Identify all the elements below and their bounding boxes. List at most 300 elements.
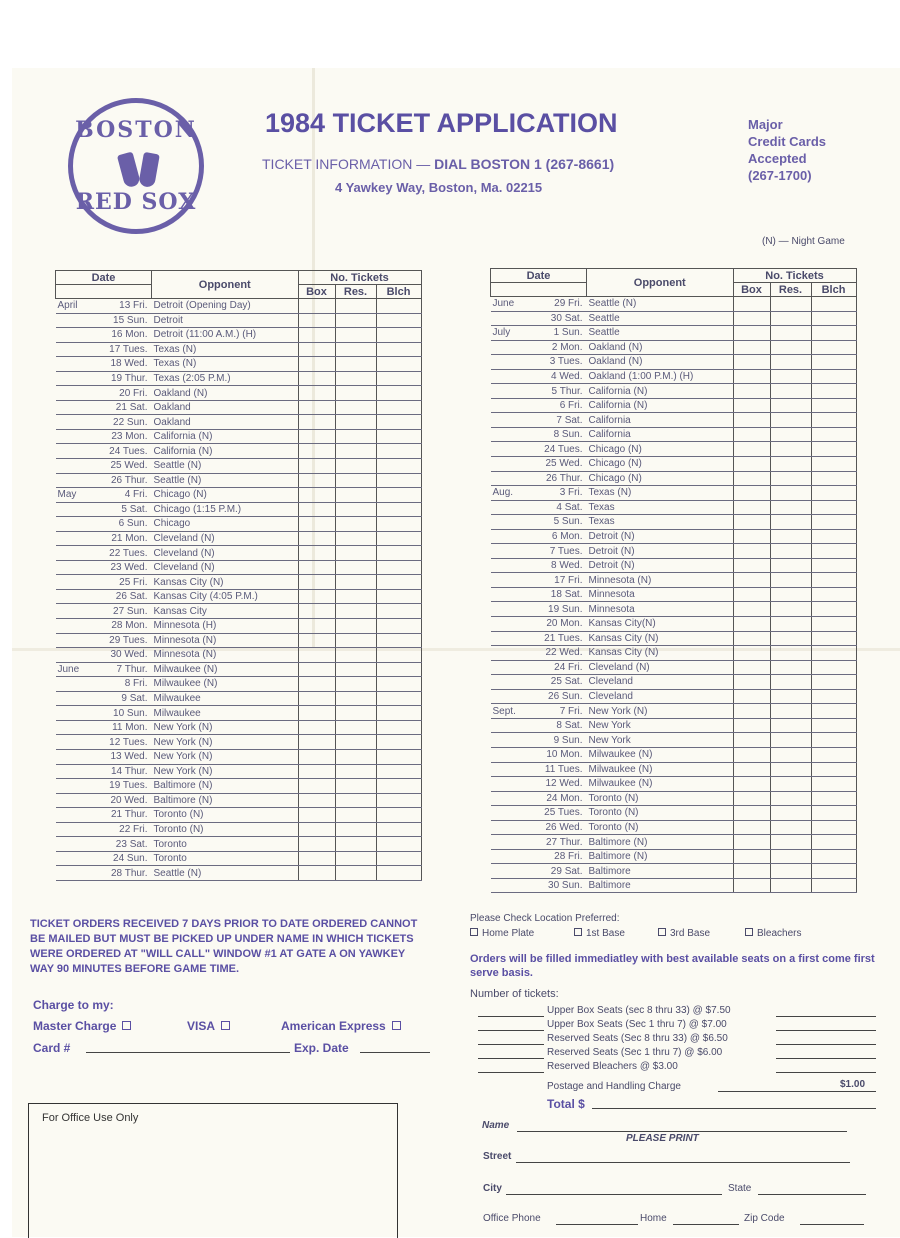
- blch-count-cell[interactable]: [376, 662, 421, 677]
- box-count-cell[interactable]: [298, 822, 335, 837]
- blch-count-cell[interactable]: [811, 529, 856, 544]
- blch-count-cell[interactable]: [811, 617, 856, 632]
- box-count-cell[interactable]: [733, 500, 770, 515]
- res-count-cell[interactable]: [335, 749, 376, 764]
- blch-count-cell[interactable]: [811, 384, 856, 399]
- box-count-cell[interactable]: [298, 459, 335, 474]
- box-count-cell[interactable]: [733, 427, 770, 442]
- blch-count-cell[interactable]: [376, 822, 421, 837]
- seat-option: Reserved Bleachers @ $3.00: [547, 1061, 678, 1072]
- amex-option[interactable]: [281, 1019, 401, 1033]
- box-count-cell[interactable]: [298, 502, 335, 517]
- res-count-cell[interactable]: [770, 427, 811, 442]
- blch-count-cell[interactable]: [811, 573, 856, 588]
- blch-count-cell[interactable]: [376, 444, 421, 459]
- res-count-cell[interactable]: [335, 822, 376, 837]
- res-count-cell[interactable]: [335, 313, 376, 328]
- box-count-cell[interactable]: [298, 619, 335, 634]
- box-count-cell[interactable]: [733, 704, 770, 719]
- game-opponent: Seattle: [587, 311, 734, 326]
- res-count-cell[interactable]: [335, 459, 376, 474]
- blch-count-cell[interactable]: [376, 531, 421, 546]
- box-count-cell[interactable]: [298, 662, 335, 677]
- box-count-cell[interactable]: [733, 457, 770, 472]
- visa-option[interactable]: [187, 1019, 230, 1033]
- res-count-cell[interactable]: [335, 619, 376, 634]
- box-count-cell[interactable]: [733, 384, 770, 399]
- res-count-cell[interactable]: [770, 675, 811, 690]
- blch-count-cell[interactable]: [376, 619, 421, 634]
- box-count-cell[interactable]: [733, 602, 770, 617]
- res-count-cell[interactable]: [770, 384, 811, 399]
- box-count-cell[interactable]: [298, 720, 335, 735]
- blch-count-cell[interactable]: [376, 691, 421, 706]
- box-count-cell[interactable]: [298, 691, 335, 706]
- location-third-base[interactable]: [658, 928, 710, 939]
- blch-count-cell[interactable]: [811, 660, 856, 675]
- box-count-cell[interactable]: [298, 342, 335, 357]
- res-count-cell[interactable]: [335, 357, 376, 372]
- blch-count-cell[interactable]: [376, 808, 421, 823]
- game-month: Sept.: [491, 704, 531, 719]
- blch-count-cell[interactable]: [376, 735, 421, 750]
- box-count-cell[interactable]: [298, 764, 335, 779]
- seat-amount-field[interactable]: [776, 1016, 876, 1017]
- blch-count-cell[interactable]: [376, 459, 421, 474]
- blch-count-cell[interactable]: [811, 486, 856, 501]
- checkbox-icon[interactable]: [658, 928, 666, 936]
- street-field[interactable]: [516, 1162, 850, 1163]
- box-count-cell[interactable]: [733, 791, 770, 806]
- blch-count-cell[interactable]: [811, 427, 856, 442]
- res-count-cell[interactable]: [335, 386, 376, 401]
- blch-count-cell[interactable]: [811, 544, 856, 559]
- box-count-cell[interactable]: [298, 866, 335, 881]
- blch-count-cell[interactable]: [811, 718, 856, 733]
- table-row: [56, 764, 422, 779]
- blch-count-cell[interactable]: [376, 633, 421, 648]
- total-field[interactable]: [592, 1108, 876, 1109]
- res-count-cell[interactable]: [335, 866, 376, 881]
- res-count-cell[interactable]: [770, 529, 811, 544]
- res-count-cell[interactable]: [770, 835, 811, 850]
- res-count-cell[interactable]: [335, 691, 376, 706]
- res-count-cell[interactable]: [770, 311, 811, 326]
- res-count-cell[interactable]: [335, 342, 376, 357]
- res-count-cell[interactable]: [335, 706, 376, 721]
- res-count-cell[interactable]: [770, 762, 811, 777]
- res-count-cell[interactable]: [770, 398, 811, 413]
- res-count-cell[interactable]: [770, 515, 811, 530]
- home-phone-field[interactable]: [673, 1224, 739, 1225]
- box-count-cell[interactable]: [733, 355, 770, 370]
- blch-count-cell[interactable]: [376, 589, 421, 604]
- game-opponent: Minnesota (H): [152, 619, 299, 634]
- box-count-cell[interactable]: [298, 779, 335, 794]
- blch-count-cell[interactable]: [376, 720, 421, 735]
- box-count-cell[interactable]: [733, 558, 770, 573]
- box-count-cell[interactable]: [733, 311, 770, 326]
- res-count-cell[interactable]: [770, 747, 811, 762]
- blch-count-cell[interactable]: [376, 313, 421, 328]
- box-count-cell[interactable]: [733, 413, 770, 428]
- checkbox-icon[interactable]: [574, 928, 582, 936]
- box-count-cell[interactable]: [298, 415, 335, 430]
- game-date: 18 Wed.: [96, 357, 152, 372]
- res-count-cell[interactable]: [770, 777, 811, 792]
- res-count-cell[interactable]: [335, 662, 376, 677]
- blch-count-cell[interactable]: [811, 311, 856, 326]
- box-count-cell[interactable]: [298, 837, 335, 852]
- res-count-cell[interactable]: [335, 546, 376, 561]
- blch-count-cell[interactable]: [376, 299, 421, 314]
- game-date: 7 Tues.: [531, 544, 587, 559]
- office-phone-field[interactable]: [556, 1224, 638, 1225]
- box-count-cell[interactable]: [298, 546, 335, 561]
- blch-count-cell[interactable]: [811, 471, 856, 486]
- res-count-cell[interactable]: [770, 733, 811, 748]
- res-count-cell[interactable]: [335, 648, 376, 663]
- game-month: May: [56, 488, 96, 503]
- blch-count-cell[interactable]: [811, 675, 856, 690]
- seat-quantity-field[interactable]: [478, 1058, 544, 1059]
- res-count-cell[interactable]: [335, 604, 376, 619]
- blch-count-cell[interactable]: [376, 749, 421, 764]
- res-count-cell[interactable]: [335, 473, 376, 488]
- box-count-cell[interactable]: [733, 471, 770, 486]
- res-count-cell[interactable]: [770, 326, 811, 341]
- master-charge-option[interactable]: [33, 1019, 131, 1033]
- game-opponent: Toronto: [152, 837, 299, 852]
- blch-count-cell[interactable]: [376, 546, 421, 561]
- box-count-cell[interactable]: [733, 442, 770, 457]
- box-count-cell[interactable]: [733, 835, 770, 850]
- res-count-cell[interactable]: [335, 764, 376, 779]
- box-count-cell[interactable]: [298, 589, 335, 604]
- box-count-cell[interactable]: [298, 851, 335, 866]
- blch-count-cell[interactable]: [811, 820, 856, 835]
- blch-count-cell[interactable]: [811, 515, 856, 530]
- blch-count-cell[interactable]: [811, 442, 856, 457]
- game-opponent: Toronto (N): [152, 822, 299, 837]
- box-count-cell[interactable]: [733, 675, 770, 690]
- game-date: 23 Sat.: [96, 837, 152, 852]
- box-count-cell[interactable]: [298, 808, 335, 823]
- box-count-cell[interactable]: [298, 386, 335, 401]
- res-count-cell[interactable]: [770, 791, 811, 806]
- blch-count-cell[interactable]: [376, 415, 421, 430]
- res-count-cell[interactable]: [335, 589, 376, 604]
- game-opponent: Kansas City (N): [587, 631, 734, 646]
- box-count-cell[interactable]: [733, 646, 770, 661]
- res-count-cell[interactable]: [335, 575, 376, 590]
- name-field[interactable]: [517, 1131, 847, 1132]
- blch-count-cell[interactable]: [376, 371, 421, 386]
- blch-count-cell[interactable]: [811, 864, 856, 879]
- res-count-cell[interactable]: [770, 369, 811, 384]
- res-count-cell[interactable]: [770, 602, 811, 617]
- box-count-cell[interactable]: [298, 560, 335, 575]
- blch-count-cell[interactable]: [811, 369, 856, 384]
- game-opponent: Cleveland: [587, 689, 734, 704]
- seat-amount-field[interactable]: [776, 1072, 876, 1073]
- game-opponent: Texas: [587, 500, 734, 515]
- blch-count-cell[interactable]: [376, 342, 421, 357]
- box-count-cell[interactable]: [733, 297, 770, 312]
- seat-quantity-field[interactable]: [478, 1072, 544, 1073]
- game-opponent: Detroit (Opening Day): [152, 299, 299, 314]
- box-count-cell[interactable]: [733, 529, 770, 544]
- res-count-cell[interactable]: [770, 718, 811, 733]
- blch-count-cell[interactable]: [811, 777, 856, 792]
- box-count-cell[interactable]: [733, 617, 770, 632]
- game-month: Aug.: [491, 486, 531, 501]
- location-home-plate[interactable]: [470, 928, 534, 939]
- box-count-cell[interactable]: [733, 515, 770, 530]
- table-row: [56, 371, 422, 386]
- blch-count-cell[interactable]: [811, 457, 856, 472]
- res-count-cell[interactable]: [770, 704, 811, 719]
- res-count-cell[interactable]: [335, 793, 376, 808]
- box-count-cell[interactable]: [733, 631, 770, 646]
- box-count-cell[interactable]: [298, 735, 335, 750]
- checkbox-icon[interactable]: [745, 928, 753, 936]
- box-count-cell[interactable]: [733, 573, 770, 588]
- blch-count-cell[interactable]: [376, 764, 421, 779]
- blch-count-cell[interactable]: [376, 502, 421, 517]
- res-count-cell[interactable]: [770, 689, 811, 704]
- res-count-cell[interactable]: [335, 299, 376, 314]
- res-count-cell[interactable]: [770, 820, 811, 835]
- box-count-cell[interactable]: [733, 747, 770, 762]
- res-count-cell[interactable]: [335, 517, 376, 532]
- res-count-cell[interactable]: [335, 633, 376, 648]
- box-count-cell[interactable]: [298, 517, 335, 532]
- box-count-cell[interactable]: [298, 531, 335, 546]
- res-count-cell[interactable]: [770, 617, 811, 632]
- box-count-cell[interactable]: [733, 718, 770, 733]
- blch-count-cell[interactable]: [811, 733, 856, 748]
- box-count-cell[interactable]: [733, 849, 770, 864]
- seat-amount-field[interactable]: [776, 1058, 876, 1059]
- box-count-cell[interactable]: [733, 326, 770, 341]
- box-count-cell[interactable]: [733, 762, 770, 777]
- box-count-cell[interactable]: [733, 486, 770, 501]
- box-count-cell[interactable]: [298, 575, 335, 590]
- box-count-cell[interactable]: [298, 371, 335, 386]
- blch-count-cell[interactable]: [811, 791, 856, 806]
- city-field[interactable]: [506, 1194, 722, 1195]
- box-count-cell[interactable]: [733, 864, 770, 879]
- res-count-cell[interactable]: [335, 444, 376, 459]
- blch-count-cell[interactable]: [376, 357, 421, 372]
- res-count-cell[interactable]: [335, 560, 376, 575]
- res-count-cell[interactable]: [770, 660, 811, 675]
- res-count-cell[interactable]: [770, 457, 811, 472]
- box-count-cell[interactable]: [298, 749, 335, 764]
- res-count-cell[interactable]: [335, 328, 376, 343]
- game-opponent: Chicago (1:15 P.M.): [152, 502, 299, 517]
- game-opponent: Seattle (N): [152, 459, 299, 474]
- blch-count-cell[interactable]: [376, 386, 421, 401]
- box-count-cell[interactable]: [733, 878, 770, 893]
- res-count-cell[interactable]: [335, 531, 376, 546]
- blch-count-cell[interactable]: [811, 558, 856, 573]
- res-count-cell[interactable]: [335, 400, 376, 415]
- blch-count-cell[interactable]: [811, 326, 856, 341]
- blch-count-cell[interactable]: [811, 631, 856, 646]
- blch-count-cell[interactable]: [811, 689, 856, 704]
- box-count-cell[interactable]: [298, 488, 335, 503]
- blch-count-cell[interactable]: [376, 706, 421, 721]
- blch-count-cell[interactable]: [376, 604, 421, 619]
- res-count-cell[interactable]: [770, 471, 811, 486]
- res-count-cell[interactable]: [770, 355, 811, 370]
- box-count-cell[interactable]: [733, 660, 770, 675]
- res-count-cell[interactable]: [335, 488, 376, 503]
- res-count-cell[interactable]: [335, 779, 376, 794]
- box-count-cell[interactable]: [733, 777, 770, 792]
- seat-quantity-field[interactable]: [478, 1044, 544, 1045]
- res-count-cell[interactable]: [335, 735, 376, 750]
- res-count-cell[interactable]: [770, 442, 811, 457]
- blch-count-cell[interactable]: [376, 866, 421, 881]
- res-count-cell[interactable]: [335, 429, 376, 444]
- seat-quantity-field[interactable]: [478, 1016, 544, 1017]
- box-count-cell[interactable]: [298, 793, 335, 808]
- blch-count-cell[interactable]: [376, 793, 421, 808]
- box-count-cell[interactable]: [298, 706, 335, 721]
- box-count-cell[interactable]: [733, 544, 770, 559]
- res-count-cell[interactable]: [770, 864, 811, 879]
- box-count-cell[interactable]: [733, 398, 770, 413]
- box-count-cell[interactable]: [298, 473, 335, 488]
- box-count-cell[interactable]: [298, 313, 335, 328]
- seat-quantity-field[interactable]: [478, 1030, 544, 1031]
- blch-count-cell[interactable]: [376, 677, 421, 692]
- blch-count-cell[interactable]: [376, 837, 421, 852]
- blch-count-cell[interactable]: [376, 473, 421, 488]
- location-bleachers[interactable]: [745, 928, 801, 939]
- res-count-cell[interactable]: [770, 413, 811, 428]
- box-count-cell[interactable]: [298, 444, 335, 459]
- blch-count-cell[interactable]: [811, 806, 856, 821]
- blch-count-cell[interactable]: [811, 835, 856, 850]
- box-count-cell[interactable]: [298, 400, 335, 415]
- box-count-cell[interactable]: [298, 328, 335, 343]
- res-count-cell[interactable]: [770, 631, 811, 646]
- seat-amount-field[interactable]: [776, 1030, 876, 1031]
- box-count-cell[interactable]: [298, 357, 335, 372]
- res-count-cell[interactable]: [335, 720, 376, 735]
- res-count-cell[interactable]: [335, 677, 376, 692]
- res-count-cell[interactable]: [770, 849, 811, 864]
- blch-count-cell[interactable]: [811, 398, 856, 413]
- blch-count-cell[interactable]: [376, 779, 421, 794]
- res-count-cell[interactable]: [335, 502, 376, 517]
- res-count-cell[interactable]: [770, 340, 811, 355]
- blch-count-cell[interactable]: [376, 488, 421, 503]
- blch-count-cell[interactable]: [376, 560, 421, 575]
- blch-count-cell[interactable]: [376, 328, 421, 343]
- checkbox-icon[interactable]: [392, 1021, 401, 1030]
- checkbox-icon[interactable]: [122, 1021, 131, 1030]
- blch-count-cell[interactable]: [811, 413, 856, 428]
- zip-code-field[interactable]: [800, 1224, 864, 1225]
- box-count-cell[interactable]: [733, 369, 770, 384]
- box-count-cell[interactable]: [298, 633, 335, 648]
- res-count-cell[interactable]: [335, 837, 376, 852]
- blch-count-cell[interactable]: [811, 762, 856, 777]
- box-count-cell[interactable]: [298, 429, 335, 444]
- card-number-field[interactable]: [86, 1052, 290, 1053]
- box-count-cell[interactable]: [733, 689, 770, 704]
- blch-count-cell[interactable]: [811, 646, 856, 661]
- table-row: [56, 459, 422, 474]
- blch-count-cell[interactable]: [811, 747, 856, 762]
- res-count-cell[interactable]: [770, 878, 811, 893]
- exp-date-field[interactable]: [360, 1052, 430, 1053]
- checkbox-icon[interactable]: [221, 1021, 230, 1030]
- res-count-cell[interactable]: [335, 371, 376, 386]
- res-count-cell[interactable]: [335, 415, 376, 430]
- blch-count-cell[interactable]: [376, 517, 421, 532]
- checkbox-icon[interactable]: [470, 928, 478, 936]
- blch-count-cell[interactable]: [376, 400, 421, 415]
- res-count-cell[interactable]: [770, 558, 811, 573]
- blch-count-cell[interactable]: [376, 851, 421, 866]
- box-count-cell[interactable]: [298, 604, 335, 619]
- blch-count-cell[interactable]: [811, 849, 856, 864]
- res-count-cell[interactable]: [770, 297, 811, 312]
- location-first-base[interactable]: [574, 928, 625, 939]
- table-row: [56, 473, 422, 488]
- res-count-cell[interactable]: [770, 500, 811, 515]
- box-count-cell[interactable]: [733, 820, 770, 835]
- res-count-cell[interactable]: [770, 486, 811, 501]
- blch-count-cell[interactable]: [811, 602, 856, 617]
- box-count-cell[interactable]: [733, 733, 770, 748]
- table-row: [56, 357, 422, 372]
- blch-count-cell[interactable]: [811, 500, 856, 515]
- box-count-cell[interactable]: [733, 806, 770, 821]
- table-row: [491, 660, 857, 675]
- blch-count-cell[interactable]: [376, 575, 421, 590]
- res-count-cell[interactable]: [770, 573, 811, 588]
- res-count-cell[interactable]: [770, 544, 811, 559]
- res-count-cell[interactable]: [770, 646, 811, 661]
- res-count-cell[interactable]: [770, 806, 811, 821]
- blch-count-cell[interactable]: [811, 587, 856, 602]
- state-field[interactable]: [758, 1194, 866, 1195]
- blch-count-cell[interactable]: [376, 648, 421, 663]
- box-count-cell[interactable]: [298, 677, 335, 692]
- seat-amount-field[interactable]: [776, 1044, 876, 1045]
- box-count-cell[interactable]: [733, 340, 770, 355]
- res-count-cell[interactable]: [770, 587, 811, 602]
- blch-count-cell[interactable]: [811, 297, 856, 312]
- blch-count-cell[interactable]: [811, 704, 856, 719]
- blch-count-cell[interactable]: [376, 429, 421, 444]
- blch-count-cell[interactable]: [811, 340, 856, 355]
- res-count-cell[interactable]: [335, 851, 376, 866]
- box-count-cell[interactable]: [298, 299, 335, 314]
- blch-count-cell[interactable]: [811, 355, 856, 370]
- res-count-cell[interactable]: [335, 808, 376, 823]
- box-count-cell[interactable]: [733, 587, 770, 602]
- box-count-cell[interactable]: [298, 648, 335, 663]
- blch-count-cell[interactable]: [811, 878, 856, 893]
